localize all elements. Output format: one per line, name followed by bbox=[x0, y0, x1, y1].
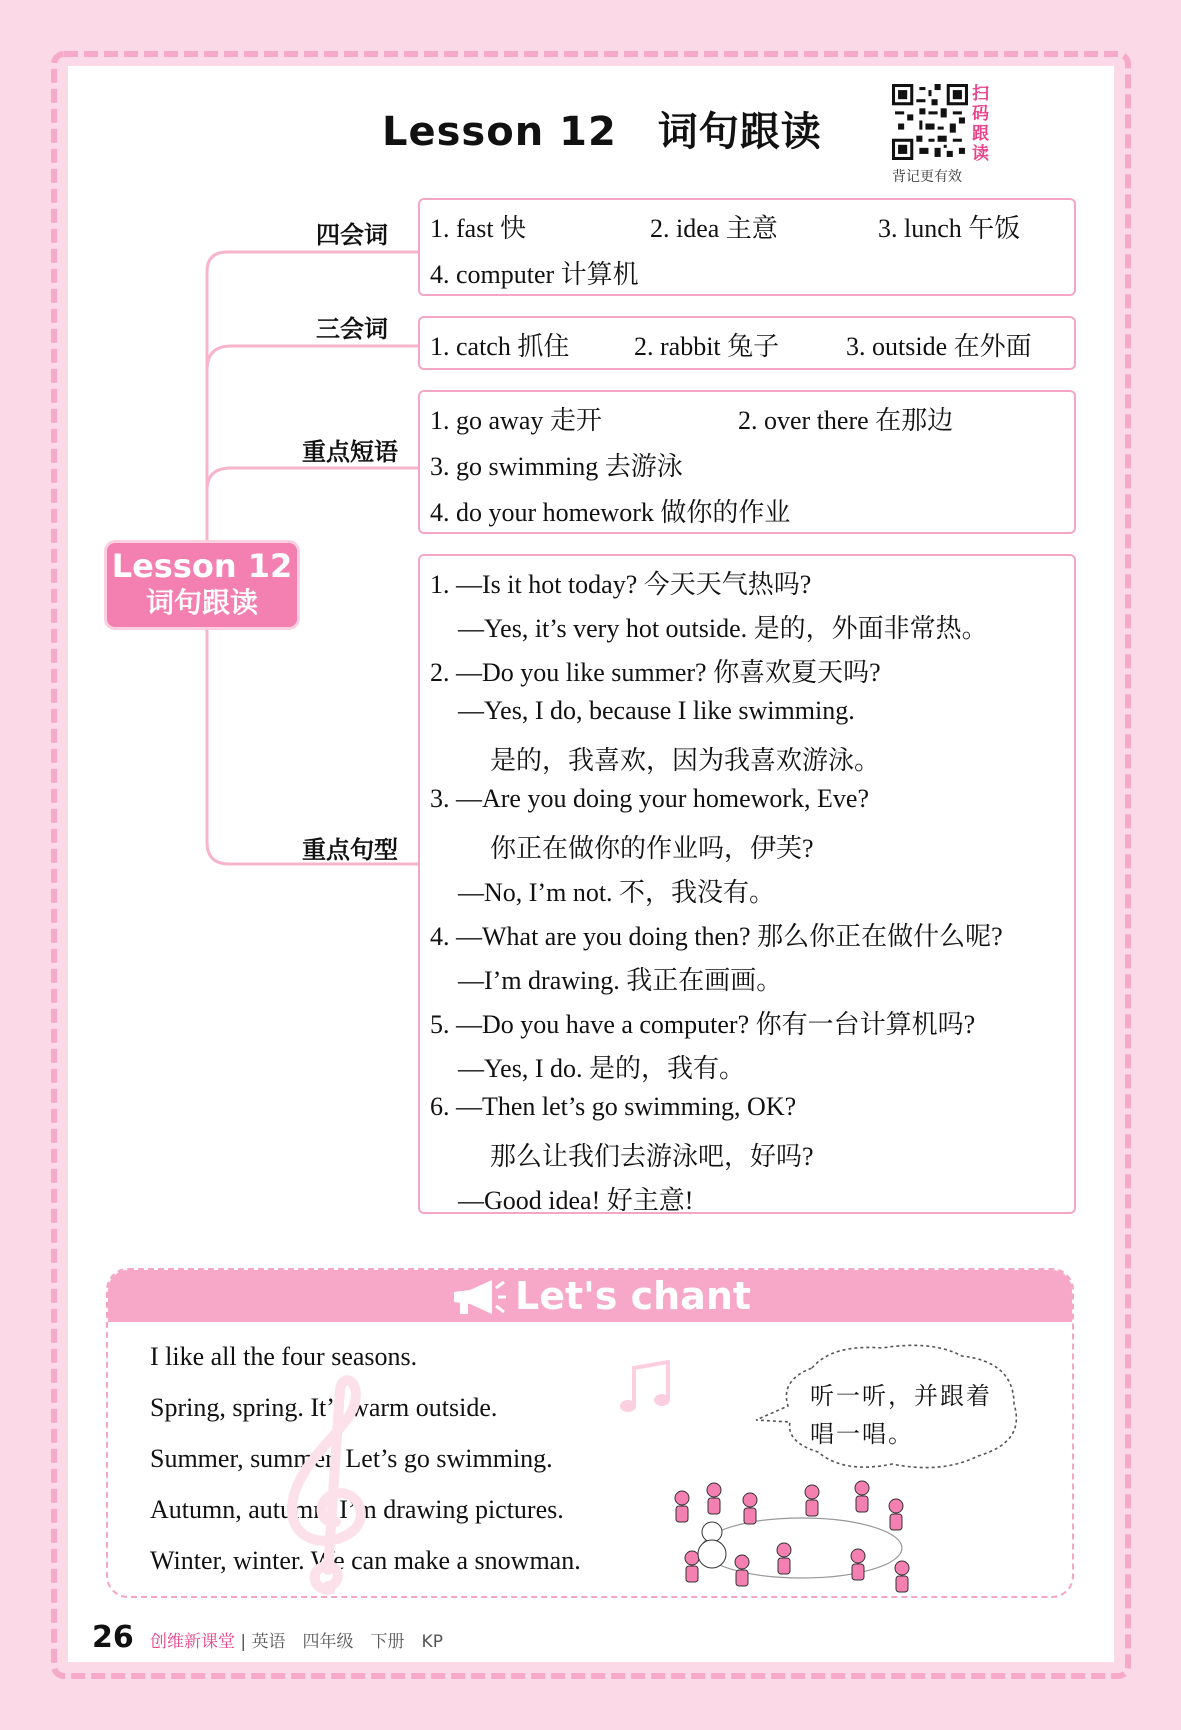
center-badge-line2: 词句跟读 bbox=[145, 586, 258, 619]
chant-line: Winter, winter. We can make a snowman. bbox=[150, 1546, 581, 1575]
word-item: 3. lunch 午饭 bbox=[878, 214, 1021, 243]
sentence-line: 5. —Do you have a computer? 你有一台计算机吗? bbox=[430, 1010, 976, 1039]
speech-bubble-line1: 听一听，并跟着 bbox=[810, 1382, 992, 1410]
sentence-line: —Good idea! 好主意! bbox=[458, 1186, 694, 1215]
sentence-line: 2. —Do you like summer? 你喜欢夏天吗? bbox=[430, 658, 881, 687]
word-item: 2. rabbit 兔子 bbox=[634, 332, 780, 361]
page-number: 26 bbox=[92, 1620, 134, 1655]
sentence-line: —Yes, I do. 是的，我有。 bbox=[458, 1054, 745, 1083]
page-title: Lesson 12 词句跟读 bbox=[382, 109, 822, 155]
qr-caption: 背记更有效 bbox=[892, 169, 962, 185]
word-item: 4. computer 计算机 bbox=[430, 260, 639, 289]
chant-line: Autumn, autumn. I’m drawing pictures. bbox=[150, 1495, 564, 1524]
sentence-line: —No, I’m not. 不，我没有。 bbox=[458, 878, 776, 907]
chant-title: Let's chant bbox=[515, 1274, 752, 1318]
mindmap-center-badge bbox=[107, 543, 297, 627]
phrase-item: 1. go away 走开 bbox=[430, 406, 602, 435]
sentence-line: 是的，我喜欢，因为我喜欢游泳。 bbox=[490, 746, 881, 775]
sentence-line: 6. —Then let’s go swimming, OK? bbox=[430, 1092, 797, 1121]
speech-bubble-line2: 唱一唱。 bbox=[810, 1420, 914, 1448]
sentence-line: 你正在做你的作业吗，伊芙? bbox=[490, 834, 814, 863]
chant-line: Summer, summer. Let’s go swimming. bbox=[150, 1444, 553, 1473]
word-item: 3. outside 在外面 bbox=[846, 332, 1032, 361]
qr-side-label: 扫码跟读 bbox=[972, 84, 989, 164]
chant-line: I like all the four seasons. bbox=[150, 1342, 418, 1371]
phrase-item: 2. over there 在那边 bbox=[738, 406, 954, 435]
sentence-line: —I’m drawing. 我正在画画。 bbox=[458, 966, 783, 995]
category-label-four-skill-words: 四会词 bbox=[316, 221, 388, 249]
category-label-three-skill-words: 三会词 bbox=[316, 315, 388, 343]
sentence-line: 4. —What are you doing then? 那么你正在做什么呢? bbox=[430, 922, 1003, 951]
footer-book-info: 英语 四年级 下册 KP bbox=[251, 1632, 443, 1652]
category-label-key-sentences: 重点句型 bbox=[302, 836, 398, 864]
center-badge-line1: Lesson 12 bbox=[111, 547, 293, 585]
category-label-key-phrases: 重点短语 bbox=[302, 438, 398, 466]
megaphone-icon bbox=[448, 1276, 506, 1318]
chant-line: Spring, spring. It’s warm outside. bbox=[150, 1393, 498, 1422]
sentence-line: 那么让我们去游泳吧，好吗? bbox=[490, 1142, 814, 1171]
word-item: 1. fast 快 bbox=[430, 214, 527, 243]
footer-brand: 创维新课堂 bbox=[150, 1632, 235, 1652]
word-item: 1. catch 抓住 bbox=[430, 332, 570, 361]
music-note-icon bbox=[616, 1358, 676, 1418]
sentence-line: —Yes, it’s very hot outside. 是的，外面非常热。 bbox=[458, 614, 988, 643]
footer-info: 创维新课堂 | 英语 四年级 下册 KP bbox=[150, 1632, 443, 1652]
sentence-line: 3. —Are you doing your homework, Eve? bbox=[430, 784, 870, 813]
sentence-line: —Yes, I do, because I like swimming. bbox=[458, 696, 855, 725]
treble-clef-icon bbox=[270, 1370, 390, 1600]
word-item: 2. idea 主意 bbox=[650, 214, 778, 243]
sentence-line: 1. —Is it hot today? 今天天气热吗? bbox=[430, 570, 812, 599]
children-dancing-illustration bbox=[662, 1478, 922, 1598]
phrase-item: 3. go swimming 去游泳 bbox=[430, 452, 683, 481]
phrase-item: 4. do your homework 做你的作业 bbox=[430, 498, 791, 527]
